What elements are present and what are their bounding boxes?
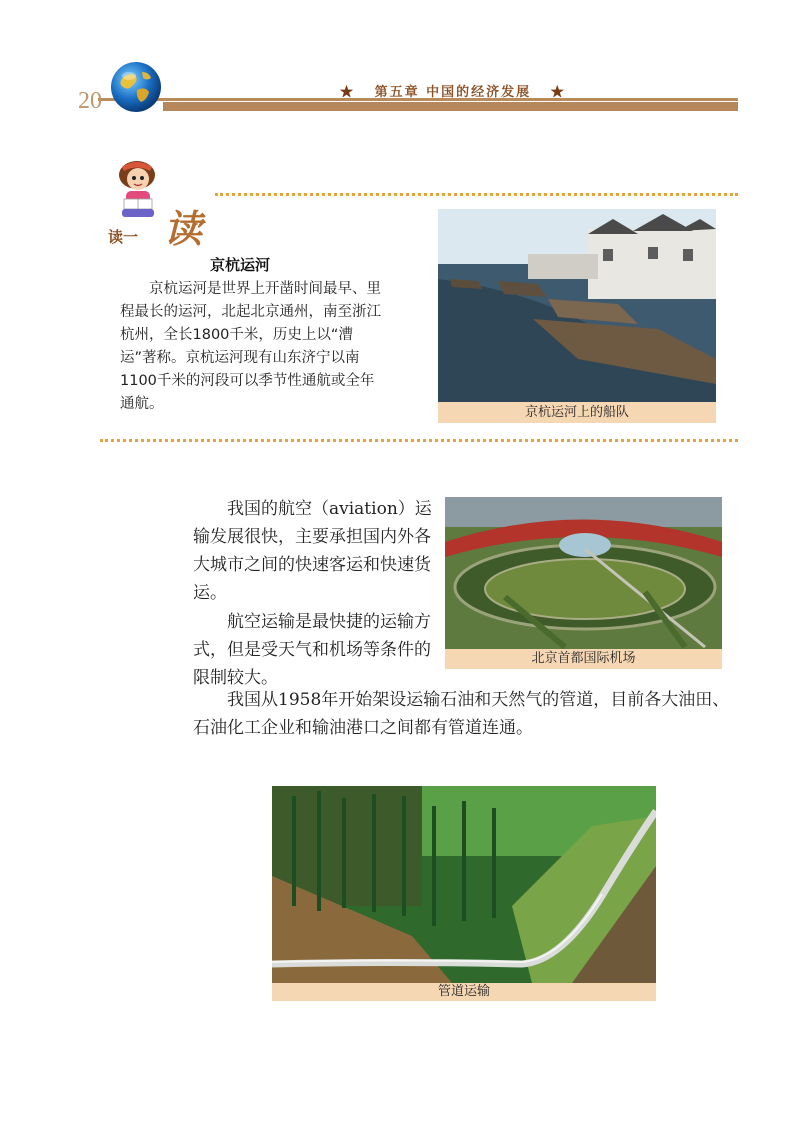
paragraph: 我国的航空（aviation）运输发展很快，主要承担国内外各大城市之间的快速客运和快速货运。 — [193, 499, 432, 603]
header-bar — [163, 102, 738, 111]
photo-caption: 管道运输 — [272, 983, 656, 1001]
canal-photo — [438, 209, 716, 402]
chapter-title — [340, 81, 566, 100]
section-body: 京杭运河是世界上开凿时间最早、里程最长的运河，北起北京通州，南至浙江杭州，全长1800千米，历史上以“漕运”著称。京杭运河现有山东济宁以南1100千米的河段可以季节性通航或全年通航。 — [120, 281, 381, 412]
star-icon: ★ — [340, 85, 356, 100]
dotted-divider — [100, 439, 738, 442]
star-icon: ★ — [550, 85, 566, 100]
chapter-label: 第五章 中国的经济发展 — [374, 85, 532, 100]
read-label: 读一 — [108, 228, 139, 246]
girl-reading-icon — [112, 155, 162, 223]
paragraph: 航空运输是最快捷的运输方式，但是受天气和机场等条件的限制较大。 — [193, 612, 431, 688]
airport-photo — [445, 497, 722, 649]
paragraph: 我国从1958年开始架设运输石油和天然气的管道，目前各大油田、石油化工企业和输油港口之间都有管道连通。 — [193, 690, 730, 738]
pipeline-photo — [272, 786, 656, 983]
photo-caption: 京杭运河上的船队 — [438, 402, 716, 423]
read-label-big: 读 — [164, 206, 203, 251]
globe-icon — [109, 60, 163, 114]
photo-caption: 北京首都国际机场 — [445, 649, 722, 669]
page-number: 20 — [78, 88, 102, 114]
section-title: 京杭运河 — [210, 256, 271, 274]
dotted-divider — [215, 193, 738, 196]
